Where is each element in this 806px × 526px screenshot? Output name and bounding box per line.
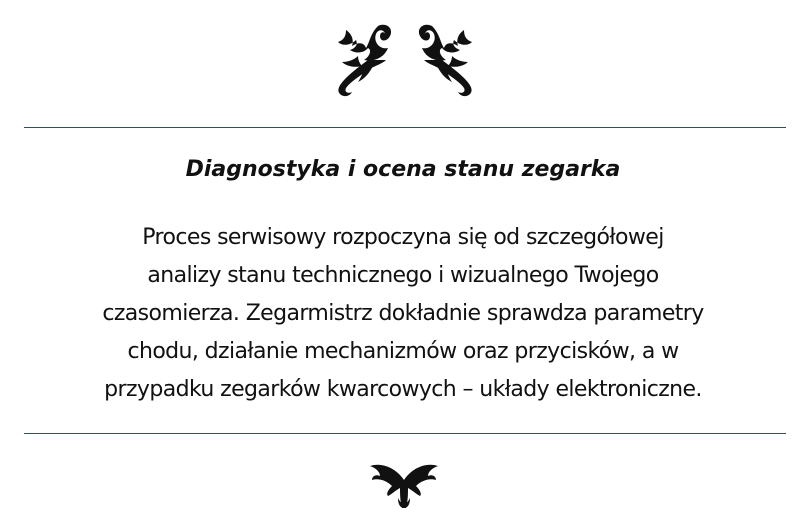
body-line: czasomierza. Zegarmistrz dokładnie sprawdza parametry [102,301,704,326]
fleuron-icon [366,458,442,512]
body-line: analizy stanu technicznego i wizualnego Twojego [147,263,659,288]
divider-bottom [24,433,786,434]
body-line: chodu, działanie mechanizmów oraz przycisków, a w [127,339,679,364]
floral-flourish-icon [334,20,476,100]
divider-top [24,127,786,128]
section-title: Diagnostyka i ocena stanu zegarka [185,157,621,182]
section-body [30,219,776,409]
decorative-flourish-top [334,20,476,100]
body-line: Proces serwisowy rozpoczyna się od szczegółowej [142,225,664,250]
decorative-fleuron-bottom [366,458,442,512]
body-line: przypadku zegarków kwarcowych – układy elektroniczne. [104,377,702,402]
